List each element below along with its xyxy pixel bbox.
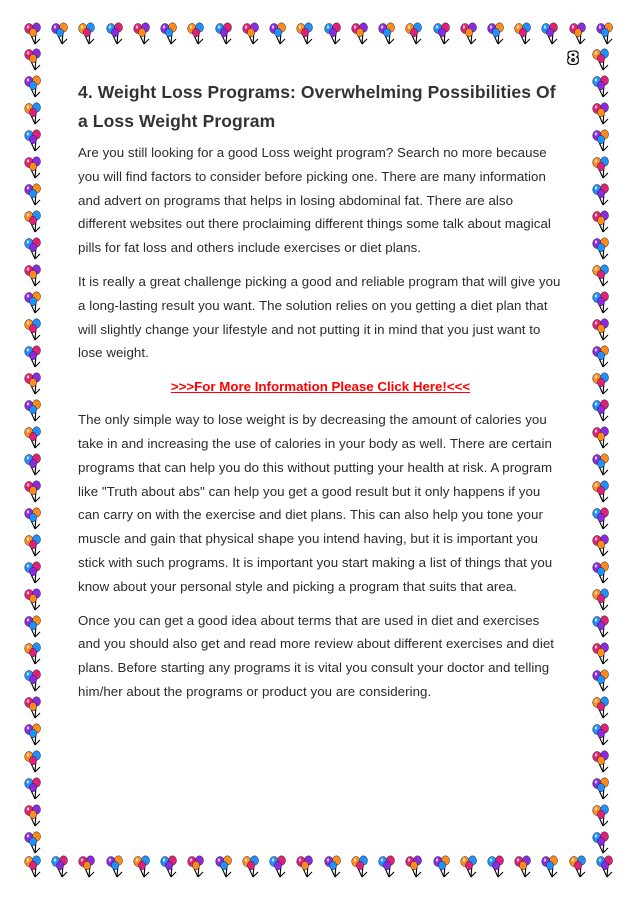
balloon-bunch-icon <box>590 669 612 693</box>
balloon-bunch-icon <box>22 210 44 234</box>
balloon-bunch-icon <box>240 22 262 46</box>
balloon-bunch-icon <box>590 588 612 612</box>
balloon-bunch-icon <box>213 22 235 46</box>
balloon-bunch-icon <box>22 291 44 315</box>
balloon-bunch-icon <box>22 750 44 774</box>
balloon-bunch-icon <box>22 696 44 720</box>
balloon-bunch-icon <box>49 22 71 46</box>
balloon-bunch-icon <box>376 22 398 46</box>
balloon-bunch-icon <box>458 855 480 879</box>
balloon-bunch-icon <box>594 855 616 879</box>
balloon-bunch-icon <box>403 22 425 46</box>
balloon-bunch-icon <box>485 855 507 879</box>
balloon-bunch-icon <box>590 480 612 504</box>
balloon-bunch-icon <box>590 183 612 207</box>
balloon-bunch-icon <box>76 22 98 46</box>
balloon-bunch-icon <box>376 855 398 879</box>
balloon-bunch-icon <box>590 831 612 855</box>
balloon-bunch-icon <box>590 561 612 585</box>
balloon-bunch-icon <box>267 22 289 46</box>
balloon-bunch-icon <box>22 804 44 828</box>
balloon-bunch-icon <box>294 855 316 879</box>
balloon-bunch-icon <box>590 75 612 99</box>
balloon-bunch-icon <box>431 855 453 879</box>
balloon-bunch-icon <box>590 156 612 180</box>
balloon-bunch-icon <box>22 615 44 639</box>
balloon-bunch-icon <box>22 480 44 504</box>
balloon-bunch-icon <box>213 855 235 879</box>
balloon-bunch-icon <box>590 453 612 477</box>
balloon-bunch-icon <box>22 75 44 99</box>
balloon-bunch-icon <box>590 723 612 747</box>
balloon-bunch-icon <box>22 426 44 450</box>
balloon-bunch-icon <box>294 22 316 46</box>
balloon-bunch-icon <box>590 696 612 720</box>
balloon-bunch-icon <box>590 102 612 126</box>
balloon-bunch-icon <box>22 777 44 801</box>
border-left <box>22 48 48 855</box>
cta-line <box>78 375 563 398</box>
article-title: 4. Weight Loss Programs: Overwhelming Possibilities Of a Loss Weight Program <box>78 82 556 131</box>
balloon-bunch-icon <box>590 399 612 423</box>
article <box>78 78 563 714</box>
balloon-bunch-icon <box>431 22 453 46</box>
balloon-bunch-icon <box>22 48 44 72</box>
balloon-bunch-icon <box>590 48 612 72</box>
balloon-bunch-icon <box>22 561 44 585</box>
balloon-bunch-icon <box>349 855 371 879</box>
balloon-bunch-icon <box>590 345 612 369</box>
balloon-bunch-icon <box>185 22 207 46</box>
balloon-bunch-icon <box>590 318 612 342</box>
balloon-bunch-icon <box>22 264 44 288</box>
balloon-bunch-icon <box>590 777 612 801</box>
balloon-bunch-icon <box>594 22 616 46</box>
balloon-bunch-icon <box>590 129 612 153</box>
balloon-bunch-icon <box>158 855 180 879</box>
balloon-bunch-icon <box>590 291 612 315</box>
balloon-bunch-icon <box>104 855 126 879</box>
balloon-bunch-icon <box>539 22 561 46</box>
article-paragraph-2: It is really a great challenge picking a good and reliable program that will give you a long-lasting result you want. The solution relies on you getting a diet plan that will slightly change your lifestyle and not putting it in mind that you just want to lose weight. <box>78 273 561 361</box>
balloon-bunch-icon <box>22 318 44 342</box>
border-top <box>22 22 616 48</box>
balloon-bunch-icon <box>104 22 126 46</box>
balloon-bunch-icon <box>22 855 44 879</box>
balloon-bunch-icon <box>22 642 44 666</box>
balloon-bunch-icon <box>267 855 289 879</box>
balloon-bunch-icon <box>590 642 612 666</box>
balloon-bunch-icon <box>567 855 589 879</box>
balloon-bunch-icon <box>22 237 44 261</box>
balloon-bunch-icon <box>590 372 612 396</box>
balloon-bunch-icon <box>512 22 534 46</box>
balloon-bunch-icon <box>590 264 612 288</box>
balloon-bunch-icon <box>590 237 612 261</box>
balloon-bunch-icon <box>131 855 153 879</box>
balloon-bunch-icon <box>349 22 371 46</box>
balloon-bunch-icon <box>22 399 44 423</box>
balloon-bunch-icon <box>403 855 425 879</box>
balloon-bunch-icon <box>22 588 44 612</box>
balloon-bunch-icon <box>590 750 612 774</box>
balloon-bunch-icon <box>22 453 44 477</box>
balloon-bunch-icon <box>76 855 98 879</box>
balloon-bunch-icon <box>590 534 612 558</box>
balloon-bunch-icon <box>590 507 612 531</box>
balloon-bunch-icon <box>590 804 612 828</box>
balloon-bunch-icon <box>590 426 612 450</box>
article-paragraph-3: The only simple way to lose weight is by decreasing the amount of calories you take in and increasing the use of calories in your body as well. There are certain programs that can help you do this without putting your health at risk. A program like "Truth about abs" can help you get a good result but it only happens if you can carry on with the exercise and diet plans. This can also help you tone your muscle and gain that physical shape you intend having, but it is important you stick with such programs. It is important you start making a list of things that you know about your personal style and picking a program that suits that area. <box>78 412 553 594</box>
balloon-bunch-icon <box>590 615 612 639</box>
balloon-bunch-icon <box>322 22 344 46</box>
balloon-bunch-icon <box>458 22 480 46</box>
balloon-bunch-icon <box>22 183 44 207</box>
balloon-bunch-icon <box>22 372 44 396</box>
balloon-bunch-icon <box>22 22 44 46</box>
balloon-bunch-icon <box>22 345 44 369</box>
border-right <box>590 48 616 855</box>
balloon-bunch-icon <box>22 129 44 153</box>
balloon-bunch-icon <box>49 855 71 879</box>
article-paragraph-1: Are you still looking for a good Loss weight program? Search no more because you will find factors to consider before picking one. There are many information and advert on programs that helps in losing abdominal fat. There are also different websites out there proclaiming different things some talk about magical pills for fat loss and others include exercises or diet plans. <box>78 145 551 256</box>
balloon-bunch-icon <box>131 22 153 46</box>
balloon-bunch-icon <box>22 534 44 558</box>
balloon-bunch-icon <box>322 855 344 879</box>
balloon-bunch-icon <box>22 723 44 747</box>
balloon-bunch-icon <box>485 22 507 46</box>
balloon-bunch-icon <box>539 855 561 879</box>
balloon-bunch-icon <box>590 210 612 234</box>
balloon-bunch-icon <box>512 855 534 879</box>
page-number: 8 <box>567 49 579 69</box>
balloon-bunch-icon <box>22 156 44 180</box>
balloon-bunch-icon <box>158 22 180 46</box>
balloon-bunch-icon <box>22 669 44 693</box>
balloon-bunch-icon <box>22 831 44 855</box>
border-bottom <box>22 855 616 881</box>
balloon-bunch-icon <box>567 22 589 46</box>
balloon-bunch-icon <box>22 507 44 531</box>
balloon-bunch-icon <box>185 855 207 879</box>
article-paragraph-4: Once you can get a good idea about terms that are used in diet and exercises and you should also get and read more review about different exercises and diet plans. Before starting any programs it is vital you consult your doctor and telling him/her about the programs or product you are considering. <box>78 612 555 699</box>
more-information-link[interactable]: >>>For More Information Please Click Here!<<< <box>170 379 471 395</box>
balloon-bunch-icon <box>22 102 44 126</box>
balloon-bunch-icon <box>240 855 262 879</box>
